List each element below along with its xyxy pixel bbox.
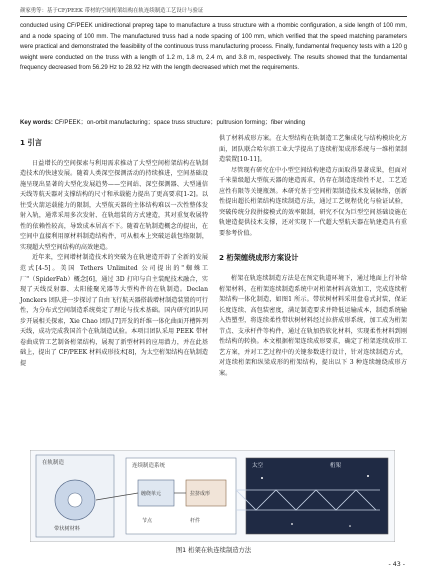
truss-label: 桁架 xyxy=(330,463,342,469)
left-column xyxy=(20,134,208,369)
section-2-paragraph-1: 桁架在轨连续制造方法是在预定轨道环境下，通过地面上行补给桁架材料，在桁架连续制造系统中对桁架材料高效加工，完成连续桁架结构一体化制造，如图1 所示。带状树材料采用盘卷式封装，保证长度连续、高包装密度，满足制造要求并降低运输成本，制造系统输入热塑型，将连续柔性带状树材料经过拉挤成形系统，加工成为桁架节点、支承杆件等构件，通过在轨加热软化材料，实现柔性材料到刚性结构的转换。本文根据桁架连续成形要求，确定了桁架连续成形工艺方案，并对工艺过程中的关键参数进行设计，针对连续制造方式，对连续桁架和纵梁成形的桁架结构，提出以下 3 种连续缠绕成形方案。 xyxy=(219,275,407,377)
section-1-heading: 1 引言 xyxy=(20,138,42,147)
station-label: 连续制造系统 xyxy=(132,463,166,469)
abstract-text: conducted using CF/PEEK unidirectional prepreg tape to manufacture a truss structure with a rhombic configuration, a side length of 100 mm, and a node spacing of 100 mm. The manufactured truss had a node spacing of 100 mm, which verified that the speed matching parameters were practical and demonstrated the feasibility of the continuous truss manufacturing process. Finally, fundamental frequency tests with a 120 g weight were conducted on the truss with a length of 1.2 m, 1.8 m, 2.4 m, and 3.8 m, respectively. The results showed that the fundamental frequency decreased from 56.29 Hz to 28.92 Hz with the length decreased which met the requirements. xyxy=(20,22,407,72)
material-label: 带状树材料 xyxy=(54,526,80,532)
space-panel xyxy=(246,458,388,534)
keywords-label: Key words: xyxy=(20,119,53,126)
running-head: 颜家勇等：基于CF/PEEK 带材的空间桁架结构在轨连续制造工艺设计与验证 xyxy=(20,8,204,14)
right-column xyxy=(219,134,407,379)
star-icon xyxy=(261,477,263,479)
joint-label: 节点 xyxy=(142,518,153,524)
rod-label: 杆件 xyxy=(190,518,201,524)
section-1-paragraph-3: 尽管现有研究在中小型空间结构建造方面取得显著成果，但面对千米量级超大型航天器的建造需求，仍存在制造连续性不足、工艺适应性有限等关键瓶颈。本研究基于空间桁架制造技术发展脉络，创新性提出超长桁架结构连续制造方法，通过工艺规程优化与验证试验，突破传统分段拼接模式的效率限制，研究不仅为巨型空间基础设施在轨建造提供技术支撑，还对实现下一代超大型航天器在轨建造具有重要参考价值。 xyxy=(219,166,407,237)
section-1-paragraph-1: 日益增长的空间探索与利用需求推动了大型空间桁架结构在轨制造技术的快速发展。随着人类深空探测活动的持续推进，空间基础设施呈现出显著的大型化发展趋势——空间站、深空探测器、大型通信天线等航天器对支撑结构的尺寸和承载能力提出了更高要求[1-2]。以往受火箭运载能力的限制，大型航天器的主体结构难以一次性整体发射入轨，通常采用多次发射、在轨组装的方式建造，其对重复收展特性的依赖性较高，导致成本居高不下。随着在轨制造概念的提出，在空间中直接利用原材料制造结构件，可从根本上突破运载包络限制，实现超大型空间结构的高效建造。 xyxy=(20,159,208,251)
star-icon xyxy=(349,525,351,527)
keywords-text: CF/PEEK；on-orbit manufacturing；space truss structure；pultrusion forming；fiber winding xyxy=(54,119,306,126)
figure-1-caption: 图1 桁架在轨连续制造方法 xyxy=(175,547,252,554)
section-1-continued: 供了材料成形方案。在大型结构在轨制造工艺集成化与结构模块化方面，团队联合哈尔滨工业大学提出了连续桁架成形系统与一维桁架制造装置[10-11]。 xyxy=(219,135,407,164)
factory-label: 在轨制造 xyxy=(42,460,65,466)
winding-unit-label: 缠绕单元 xyxy=(141,491,162,497)
header-rule xyxy=(20,16,407,17)
star-icon xyxy=(367,475,369,477)
section-1-paragraph-2: 近年来，空间增材制造技术的突破为在轨建造开辟了全新的发展范式[4-5]。美国 Tethers Unlimited 公司提出的"蜘蛛工厂"（SpiderFab）概念[6]，通过 3D 打印与自主装配技术融合，实现了天线反射器、太阳能聚光器等大型构件的在轨制造。Declan Jonckers 团队进一步探讨了自由飞行航天器搭载增材制造装置的可行性，为分布式空间制造系统奠定了理论与技术基础。国内研究团队同步开展相关探索，Xie Chao 团队[7]开发的纤维一体化曲面开槽阵列天线，成功完成我国首个在轨制造试验。本项目团队采用 PEEK 带材卷曲成管工艺制备桁架结构，展现了新型材料的应用潜力，并在此基础上，提出了 CF/PEEK 材料成形技术[8]，为太空桁架结构在轨制造提 xyxy=(20,254,208,367)
section-2-heading: 2 桁架缠绕成形方案设计 xyxy=(219,253,299,263)
star-icon xyxy=(291,523,293,525)
spool-hub-icon xyxy=(68,493,82,507)
figure-1-diagram xyxy=(30,450,395,542)
space-label: 太空 xyxy=(252,463,264,469)
pultrusion-label: 拉挤成形 xyxy=(190,491,211,497)
keywords-line xyxy=(20,118,407,128)
manufacturing-schematic xyxy=(30,450,395,542)
page-number: - 43 - xyxy=(388,561,405,568)
